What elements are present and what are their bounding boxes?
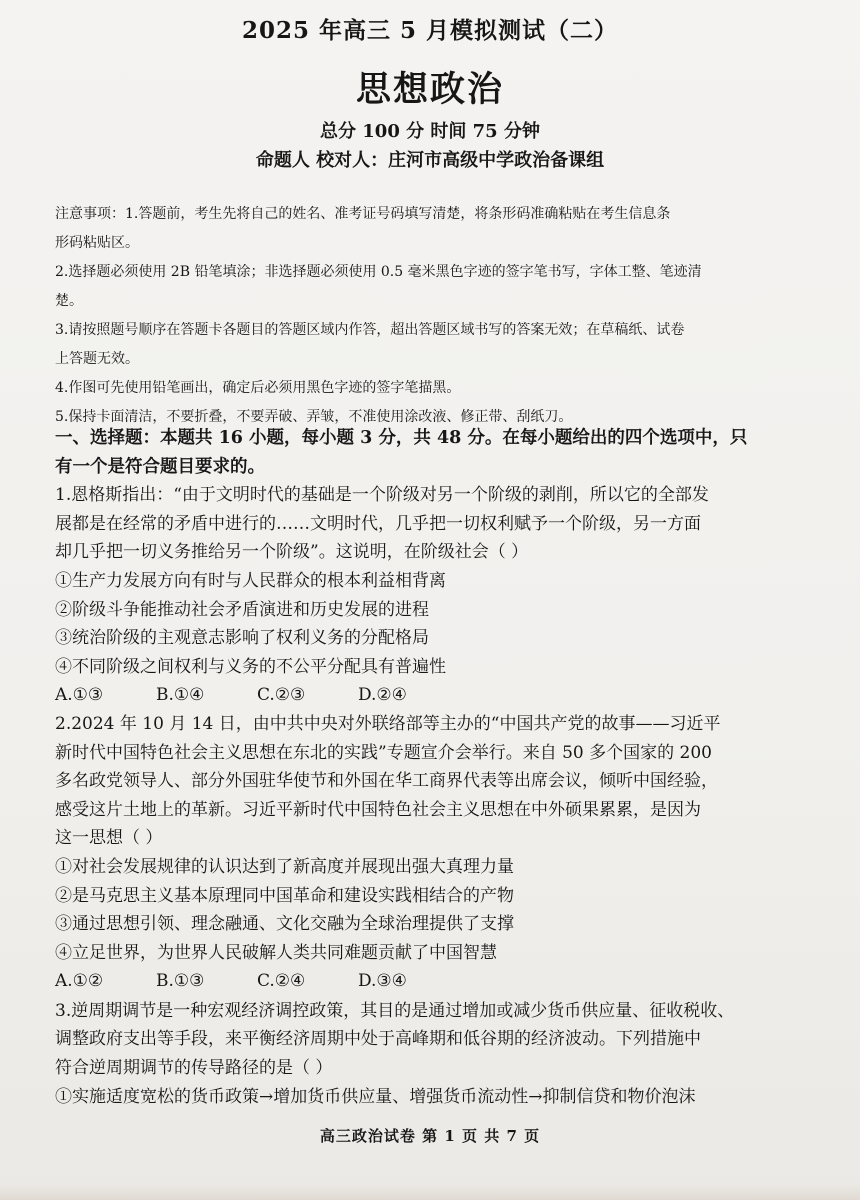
- question-stem: 感受这片土地上的革新。习近平新时代中国特色社会主义思想在中外硕果累累，是因为: [55, 799, 701, 820]
- exam-title: 2025 年高三 5 月模拟测试（二）: [241, 17, 619, 44]
- instruction-line: 上答题无效。: [55, 351, 139, 367]
- question-item: ③通过思想引领、理念融通、文化交融为全球治理提供了支撑: [55, 914, 514, 935]
- instruction-line: 4.作图可先使用铅笔画出，确定后必须用黑色字迹的签字笔描黑。: [55, 380, 461, 396]
- question-body: [55, 424, 815, 1111]
- question-stem: 多名政党领导人、部分外国驻华使节和外国在华工商界代表等出席会议，倾听中国经验，: [55, 771, 718, 792]
- question-stem: 符合逆周期调节的传导路径的是（ ）: [55, 1058, 333, 1079]
- answer-options: [55, 967, 815, 996]
- question-item: ③统治阶级的主观意志影响了权利义务的分配格局: [55, 628, 429, 649]
- subject-title: 思想政治: [355, 69, 504, 110]
- question-stem: 这一思想（ ）: [55, 828, 163, 849]
- authors-line: 命题人 校对人：庄河市高级中学政治备课组: [255, 150, 605, 171]
- instructions: [55, 200, 815, 432]
- question-2: [55, 710, 815, 996]
- section-heading: 有一个是符合题目要求的。: [55, 456, 265, 477]
- instruction-line: 楚。: [55, 293, 83, 309]
- instruction-line: 注意事项：1.答题前，考生先将自己的姓名、准考证号码填写清楚，将条形码准确粘贴在考生信息条: [55, 206, 671, 222]
- instruction-line: 5.保持卡面清洁，不要折叠，不要弄破、弄皱，不准使用涂改液、修正带、刮纸刀。: [55, 409, 573, 425]
- score-time-line: 总分 100 分 时间 75 分钟: [320, 121, 540, 142]
- option-a: A.①②: [55, 971, 104, 992]
- option-b: B.①④: [156, 685, 205, 706]
- question-stem: 调整政府支出等手段，来平衡经济周期中处于高峰期和低谷期的经济波动。下列措施中: [55, 1029, 701, 1050]
- instruction-line: 2.选择题必须使用 2B 铅笔填涂；非选择题必须使用 0.5 毫米黑色字迹的签字笔书写，字体工整、笔迹清: [55, 264, 702, 280]
- option-d: D.②④: [358, 685, 407, 706]
- instruction-line: 3.请按照题号顺序在答题卡各题目的答题区域内作答，超出答题区域书写的答案无效；在草稿纸、试卷: [55, 322, 685, 338]
- question-item: ①对社会发展规律的认识达到了新高度并展现出强大真理力量: [55, 856, 514, 877]
- option-c: C.②③: [257, 685, 306, 706]
- question-3: [55, 997, 815, 1111]
- page-footer: 高三政治试卷 第 1 页 共 7 页: [319, 1127, 541, 1145]
- option-c: C.②④: [257, 971, 306, 992]
- question-item: ④不同阶级之间权利与义务的不公平分配具有普遍性: [55, 656, 446, 677]
- question-stem: 1.恩格斯指出：“由于文明时代的基础是一个阶级对另一个阶级的剥削，所以它的全部发: [55, 485, 709, 506]
- question-item: ②是马克思主义基本原理同中国革命和建设实践相结合的产物: [55, 885, 514, 906]
- question-stem: 3.逆周期调节是一种宏观经济调控政策，其目的是通过增加或减少货币供应量、征收税收、: [55, 1000, 735, 1021]
- question-item: ④立足世界，为世界人民破解人类共同难题贡献了中国智慧: [55, 942, 497, 963]
- option-d: D.③④: [358, 971, 407, 992]
- question-item: ①实施适度宽松的货币政策→增加货币供应量、增强货币流动性→抑制信贷和物价泡沫: [55, 1086, 696, 1107]
- option-b: B.①③: [156, 971, 205, 992]
- paper-edge: [0, 1184, 860, 1200]
- section-heading: 一、选择题：本题共 16 小题，每小题 3 分，共 48 分。在每小题给出的四个选项中，只: [55, 428, 748, 448]
- question-stem: 却几乎把一切义务推给另一个阶级”。这说明，在阶级社会（ ）: [55, 542, 529, 563]
- question-item: ②阶级斗争能推动社会矛盾演进和历史发展的进程: [55, 599, 429, 620]
- instruction-line: 形码粘贴区。: [55, 235, 139, 251]
- answer-options: [55, 681, 815, 710]
- question-stem: 展都是在经常的矛盾中进行的……文明时代，几乎把一切权利赋予一个阶级，另一方面: [55, 513, 701, 534]
- question-item: ①生产力发展方向有时与人民群众的根本利益相背离: [55, 570, 446, 591]
- question-stem: 2.2024 年 10 月 14 日，由中共中央对外联络部等主办的“中国共产党的故事——习近平: [55, 713, 721, 734]
- question-1: [55, 481, 815, 710]
- option-a: A.①③: [55, 685, 104, 706]
- question-stem: 新时代中国特色社会主义思想在东北的实践”专题宣介会举行。来自 50 多个国家的 200: [55, 742, 712, 763]
